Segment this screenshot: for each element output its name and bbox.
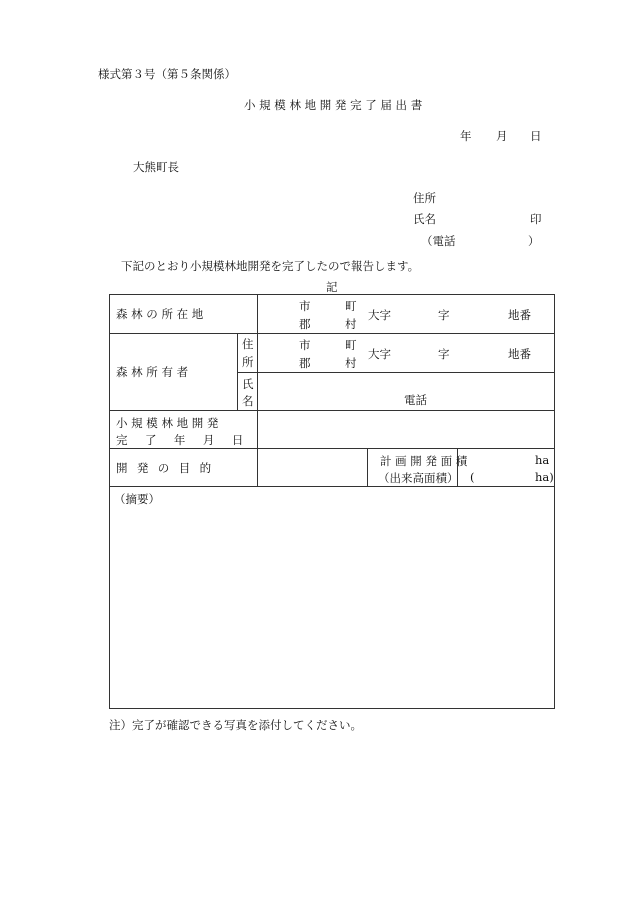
purpose-label: 開 発 の 目 的 [116,460,214,475]
owner-label: 森 林 所 有 者 [116,365,189,379]
owner-addr-label-1: 住 [242,337,254,351]
location-value-cell [258,295,555,334]
report-table [109,294,555,709]
summary-cell [110,487,555,709]
owner-aza: 字 [438,347,450,361]
area-paren-open: ( [470,470,475,484]
owner-addr-label-2: 所 [242,355,254,369]
owner-oaza: 大字 [368,347,391,361]
location-oaza: 大字 [368,308,391,322]
footnote: 注）完了が確認できる写真を添付してください。 [109,718,362,732]
document-title: 小 規 模 林 地 開 発 完 了 届 出 書 [244,98,423,112]
seal-mark: 印 [530,212,542,226]
owner-phone: 電話 [404,393,427,407]
area-ha-paren: ha) [535,470,554,484]
owner-address-label-cell [238,334,258,373]
purpose-value-cell [258,449,368,487]
owner-name-label-2: 名 [242,394,254,408]
area-value-cell [458,449,555,487]
area-ha: ha [535,453,550,467]
location-label-cell [110,295,258,334]
area-label-1: 計 画 開 発 面 積 [380,454,468,468]
owner-name-label-1: 氏 [242,377,254,391]
purpose-label-cell [110,449,258,487]
owner-mura: 村 [345,356,357,370]
owner-address-cell [258,334,555,373]
owner-name-cell [258,373,555,411]
completion-label-cell [110,411,258,449]
summary-label: （摘要） [114,492,160,506]
completion-date-cell [258,411,555,449]
applicant-phone-close: ） [528,234,540,248]
applicant-phone-open: （電話 [421,234,456,248]
applicant-name-label: 氏名 [413,212,436,226]
area-label-cell [368,449,468,487]
owner-label-cell [110,334,238,411]
location-mura: 村 [345,317,357,331]
location-chiban: 地番 [508,308,531,322]
owner-gun: 郡 [299,356,311,370]
owner-machi: 町 [345,338,357,352]
completion-label-line2: 完 了 年 月 日 [116,433,251,447]
form-number: 様式第３号（第５条関係） [98,67,236,81]
applicant-address-label: 住所 [413,191,436,205]
completion-label-line1: 小 規 模 林 地 開 発 [116,416,219,430]
owner-shi: 市 [299,338,311,352]
location-label: 森 林 の 所 在 地 [116,307,204,321]
addressee: 大熊町長 [133,160,179,174]
owner-name-label-cell [238,373,258,411]
owner-chiban: 地番 [508,347,531,361]
date-day: 日 [530,129,542,143]
intro-text: 下記のとおり小規模林地開発を完了したので報告します。 [121,259,420,273]
date-year: 年 [460,129,472,143]
location-aza: 字 [438,308,450,322]
location-shi: 市 [299,299,311,313]
area-label-2: （出来高面積） [378,471,459,485]
ki-mark: 記 [326,280,338,294]
date-month: 月 [496,129,508,143]
location-gun: 郡 [299,317,311,331]
location-machi: 町 [345,299,357,313]
